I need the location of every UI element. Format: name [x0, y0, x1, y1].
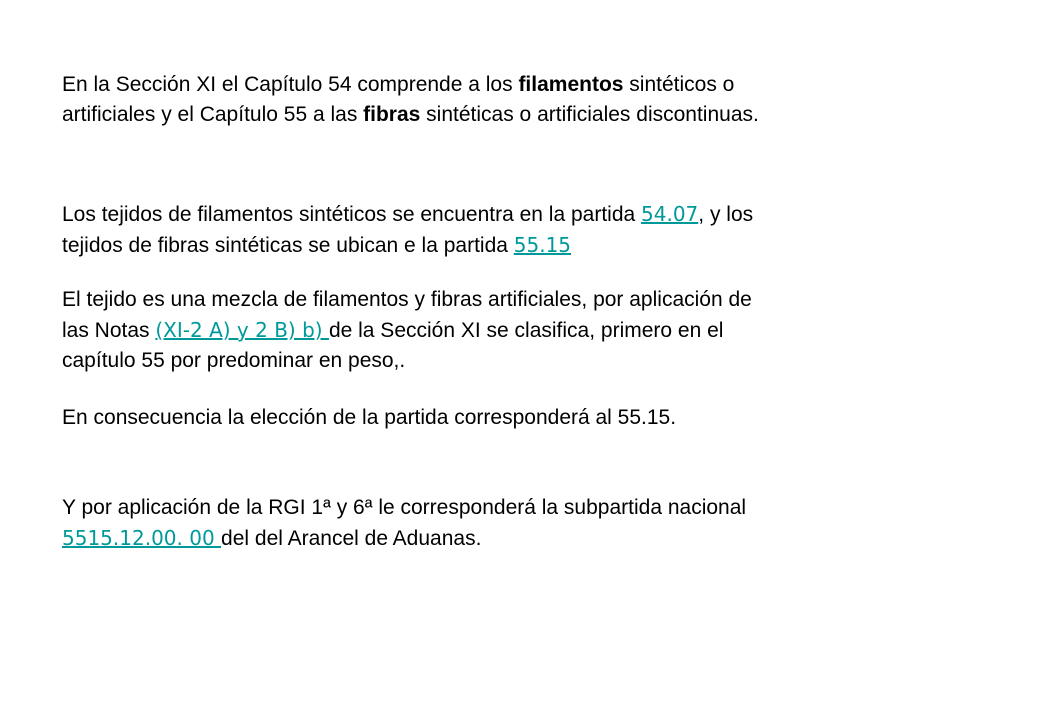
line: [62, 230, 962, 261]
line: [62, 315, 962, 346]
text: sintéticos o: [623, 73, 735, 96]
line: [62, 199, 962, 230]
link-subheading-5515120000[interactable]: 5515.12.00. 00: [62, 526, 222, 550]
text: artificiales y el Capítulo 55 a las: [62, 103, 364, 126]
link-section-notes[interactable]: (XI-2 A) y 2 B) b): [155, 318, 329, 342]
text: tejidos de fibras sintéticas se ubican e la partida: [62, 234, 514, 257]
paragraph-chapters: [62, 70, 962, 130]
link-heading-5515[interactable]: 55.15: [513, 233, 572, 257]
line: Y por aplicación de la RGI 1ª y 6ª le corresponderá la subpartida nacional: [62, 496, 747, 519]
paragraph-fabric-mix: [62, 285, 962, 376]
line: [62, 70, 962, 100]
line: [62, 100, 962, 130]
text: del del Arancel de Aduanas.: [221, 527, 482, 550]
line: El tejido es una mezcla de filamentos y fibras artificiales, por aplicación de: [62, 288, 752, 311]
line: capítulo 55 por predominar en peso,.: [62, 349, 406, 372]
text: , y los: [698, 203, 754, 226]
bold-text-filamentos: filamentos: [518, 73, 624, 96]
text: Los tejidos de filamentos sintéticos se encuentra en la partida: [62, 203, 642, 226]
text: las Notas: [62, 319, 156, 342]
text: de la Sección XI se clasifica, primero en el: [328, 319, 724, 342]
paragraph-consequence: [62, 403, 962, 433]
line: [62, 523, 962, 554]
link-heading-5407[interactable]: 54.07: [641, 202, 699, 226]
text: sintéticas o artificiales discontinuas.: [420, 103, 759, 126]
paragraph-headings: [62, 199, 962, 261]
paragraph-subheading: [62, 493, 962, 554]
line: En consecuencia la elección de la partida corresponderá al 55.15.: [62, 406, 677, 429]
text: En la Sección XI el Capítulo 54 comprende a los: [62, 73, 519, 96]
bold-text-fibras: fibras: [363, 103, 421, 126]
